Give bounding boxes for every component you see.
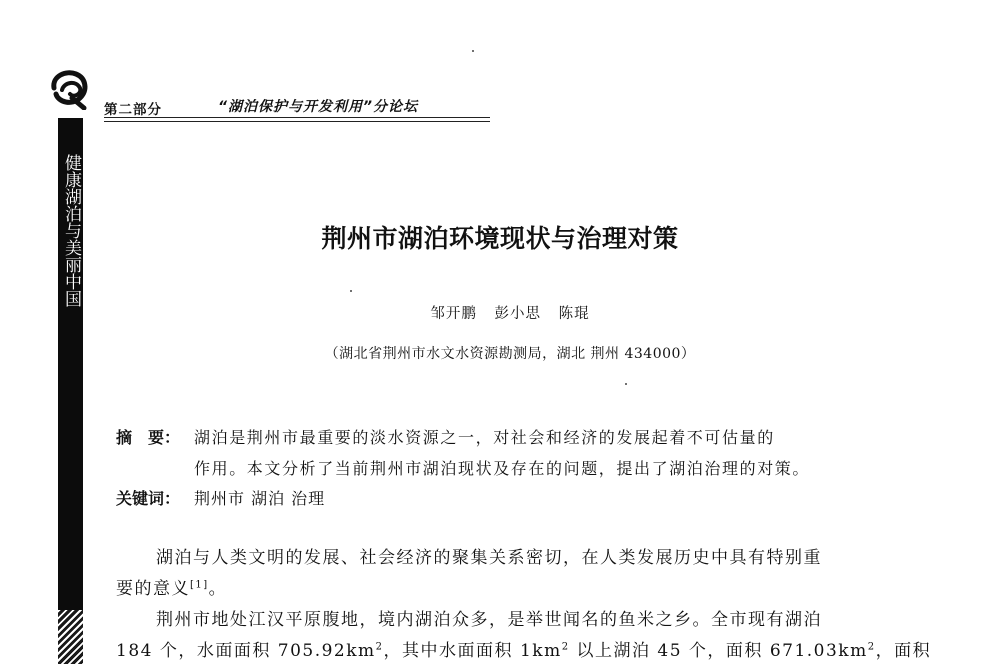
author-name: 彭小思 (494, 306, 541, 322)
header-rule (104, 117, 490, 118)
scan-speck (350, 290, 352, 292)
logo-icon (48, 68, 94, 110)
scan-speck (625, 383, 627, 385)
abstract-label: 摘 要： (116, 428, 181, 447)
body-text-line: 湖泊与人类文明的发展、社会经济的聚集关系密切，在人类发展历史中具有特别重 (156, 548, 822, 568)
header-rule-thin (104, 121, 490, 122)
keywords-text: 荆州市 湖泊 治理 (194, 489, 326, 508)
keywords-label: 关键词： (116, 489, 181, 508)
article-affiliation: （湖北省荆州市水文水资源勘测局，湖北 荆州 434000） (324, 346, 696, 362)
citation-ref: [1] (190, 579, 209, 591)
body-text-line: 荆州市地处江汉平原腹地，境内湖泊众多，是举世闻名的鱼米之乡。全市现有湖泊 (156, 610, 822, 630)
abstract-line: 作用。本文分析了当前荆州市湖泊现状及存在的问题，提出了湖泊治理的对策。 (194, 459, 811, 478)
article-authors (0, 302, 1000, 323)
author-name: 陈琨 (558, 306, 590, 322)
scan-speck (472, 50, 474, 52)
sidebar-title: 健康湖泊与美丽中国 (61, 154, 81, 307)
sidebar-bar (58, 118, 83, 664)
body-text-line: 要的意义[1]。 (116, 579, 228, 599)
header-forum-label: “湖泊保护与开发利用”分论坛 (218, 99, 419, 115)
author-name: 邹开鹏 (430, 306, 477, 322)
body-text-line: 184 个，水面面积 $705.92km^2$，其中水面面积 $1km^2$ 以上湖泊 45 个，面积 $671.03km^2$，面积 (116, 641, 932, 661)
article-title: 荆州市湖泊环境现状与治理对策 (321, 224, 679, 253)
header-part-label: 第二部分 (104, 102, 162, 118)
abstract-line: 湖泊是荆州市最重要的淡水资源之一，对社会和经济的发展起着不可估量的 (194, 428, 775, 447)
sidebar-hatch-pattern (58, 610, 83, 664)
